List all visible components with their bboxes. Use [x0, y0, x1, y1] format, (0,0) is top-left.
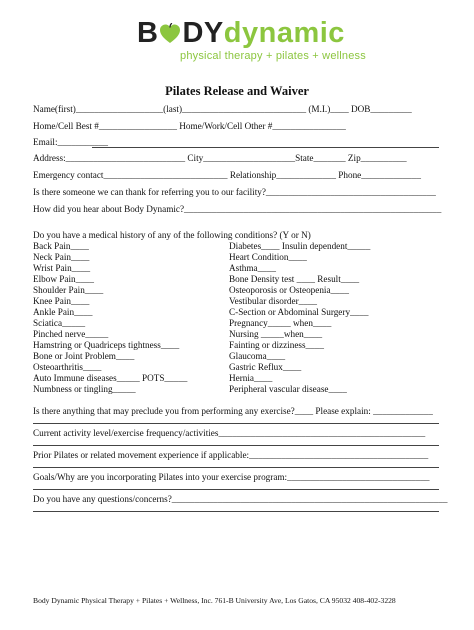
condition-item[interactable]: C-Section or Abdominal Surgery____ [229, 307, 369, 317]
name-field[interactable]: Name(first)___________________(last)___________________________ (M.I.)____ DOB_________ [33, 104, 412, 114]
condition-item[interactable]: Osteoporosis or Osteopenia____ [229, 285, 349, 295]
answer-line[interactable] [33, 511, 439, 512]
condition-item[interactable]: Elbow Pain____ [33, 274, 94, 284]
condition-item[interactable]: Nursing _____when____ [229, 329, 323, 339]
answer-line[interactable] [33, 467, 439, 468]
logo-wordmark [137, 18, 345, 48]
condition-item[interactable]: Back Pain____ [33, 241, 89, 251]
hear-field[interactable]: How did you hear about Body Dynamic?________________________________________________________ [33, 204, 442, 214]
goals-question[interactable]: Goals/Why are you incorporating Pilates into your exercise program:_______________________________ [33, 472, 430, 482]
condition-item[interactable]: Glaucoma____ [229, 351, 286, 361]
logo-part-b: B [137, 17, 159, 49]
logo [0, 18, 474, 62]
condition-item[interactable]: Osteoarthritis____ [33, 362, 102, 372]
history-left-column [33, 241, 187, 395]
history-right-column [229, 241, 370, 395]
condition-item[interactable]: Peripheral vascular disease____ [229, 384, 347, 394]
form-title: Pilates Release and Waiver [165, 84, 309, 98]
email-line [92, 147, 439, 148]
condition-item[interactable]: Knee Pain____ [33, 296, 90, 306]
address-field[interactable]: Address:__________________________ City____________________State_______ Zip__________ [33, 153, 407, 163]
condition-item[interactable]: Hernia____ [229, 373, 273, 383]
footer-address: Body Dynamic Physical Therapy + Pilates + Wellness, Inc. 761-B University Ave, Los Gatos, CA 95032 408-402-3228 [33, 596, 396, 605]
condition-item[interactable]: Hamstring or Quadriceps tightness____ [33, 340, 180, 350]
email-field[interactable]: Email:___________ [33, 137, 109, 147]
answer-line[interactable] [33, 489, 439, 490]
logo-part-dynamic: dynamic [223, 17, 345, 49]
condition-item[interactable]: Bone or Joint Problem____ [33, 351, 135, 361]
condition-item[interactable]: Fainting or dizziness____ [229, 340, 324, 350]
emergency-field[interactable]: Emergency contact___________________________ Relationship_____________ Phone_____________ [33, 170, 421, 180]
heart-apple-icon [159, 21, 181, 43]
referral-field[interactable]: Is there someone we can thank for referring you to our facility?_____________________________________ [33, 187, 436, 197]
concerns-question[interactable]: Do you have any questions/concerns?____________________________________________________________ [33, 494, 448, 504]
condition-item[interactable]: Vestibular disorder____ [229, 296, 318, 306]
logo-part-dy: DY [182, 17, 224, 49]
condition-item[interactable]: Pregnancy_____ when____ [229, 318, 332, 328]
condition-item[interactable]: Neck Pain____ [33, 252, 90, 262]
answer-line[interactable] [33, 423, 439, 424]
condition-item[interactable]: Auto Immune diseases_____ POTS_____ [33, 373, 188, 383]
condition-item[interactable]: Gastric Reflux____ [229, 362, 302, 372]
condition-item[interactable]: Ankle Pain____ [33, 307, 93, 317]
answer-line[interactable] [33, 445, 439, 446]
condition-item[interactable]: Sciatica_____ [33, 318, 86, 328]
condition-item[interactable]: Heart Condition____ [229, 252, 307, 262]
condition-item[interactable]: Pinched nerve_____ [33, 329, 109, 339]
condition-item[interactable]: Diabetes____ Insulin dependent_____ [229, 241, 371, 251]
logo-tagline: physical therapy + pilates + wellness [180, 50, 366, 62]
condition-item[interactable]: Shoulder Pain____ [33, 285, 104, 295]
prior-question[interactable]: Prior Pilates or related movement experience if applicable:_______________________________________ [33, 450, 429, 460]
preclude-question[interactable]: Is there anything that may preclude you from performing any exercise?____ Please explain: _____________ [33, 406, 433, 416]
activity-question[interactable]: Current activity level/exercise frequency/activities_____________________________________________ [33, 428, 426, 438]
history-question: Do you have a medical history of any of the following conditions? (Y or N) [33, 230, 311, 240]
phone-fields[interactable]: Home/Cell Best #_________________ Home/Work/Cell Other #________________ [33, 121, 346, 131]
condition-item[interactable]: Wrist Pain____ [33, 263, 91, 273]
condition-item[interactable]: Bone Density test ____ Result____ [229, 274, 360, 284]
condition-item[interactable]: Asthma____ [229, 263, 276, 273]
condition-item[interactable]: Numbness or tingling_____ [33, 384, 136, 394]
